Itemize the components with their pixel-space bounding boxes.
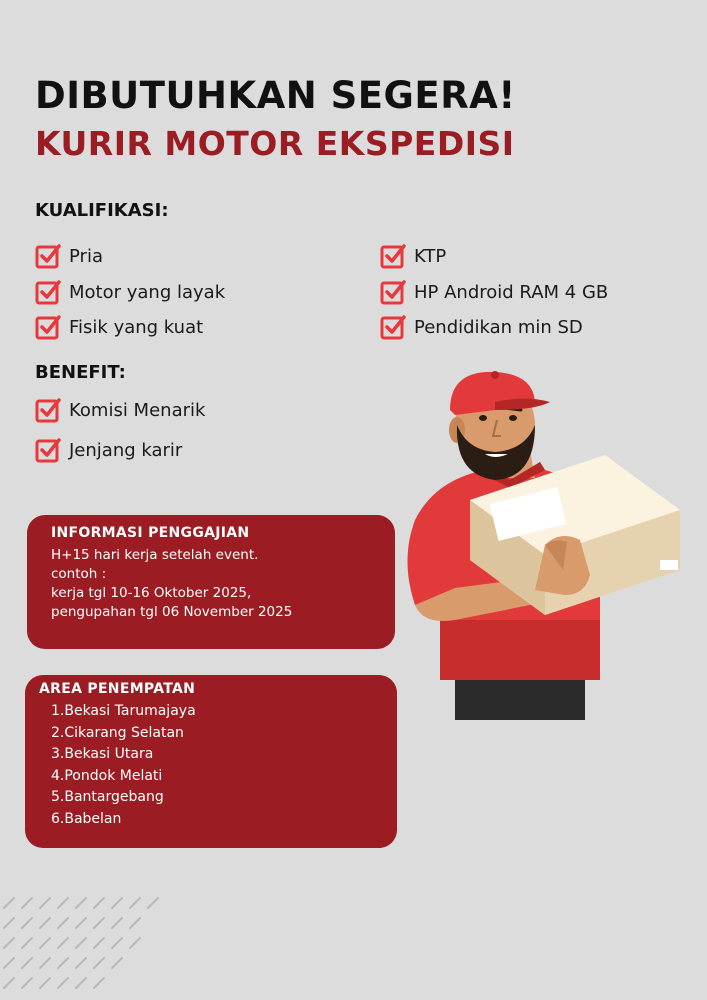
- qualification-label: Motor yang layak: [69, 281, 226, 303]
- checked-box-icon: [380, 314, 406, 340]
- checked-box-icon: [35, 279, 61, 305]
- benefits-heading: BENEFIT:: [35, 362, 126, 383]
- payment-info-line: contoh :: [51, 566, 107, 582]
- qualification-item: [35, 243, 103, 269]
- placement-list-item: 1.Bekasi Tarumajaya: [51, 703, 196, 719]
- qualification-item: [380, 279, 608, 305]
- qualification-label: Pria: [69, 245, 103, 267]
- payment-info-line: H+15 hari kerja setelah event.: [51, 547, 259, 563]
- checked-box-icon: [380, 279, 406, 305]
- qualification-item: [35, 279, 225, 305]
- job-subtitle: KURIR MOTOR EKSPEDISI: [35, 124, 515, 163]
- checked-box-icon: [35, 243, 61, 269]
- courier-holding-box-illustration: [395, 370, 695, 720]
- payment-info-line: pengupahan tgl 06 November 2025: [51, 604, 293, 620]
- qualifications-heading: KUALIFIKASI:: [35, 200, 169, 221]
- placement-list: [39, 701, 383, 830]
- placement-area-box: [25, 675, 397, 848]
- qualification-item: [35, 314, 203, 340]
- checked-box-icon: [35, 314, 61, 340]
- qualification-label: Fisik yang kuat: [69, 316, 204, 338]
- qualification-item: [380, 314, 583, 340]
- checked-box-icon: [380, 243, 406, 269]
- checked-box-icon: [35, 397, 61, 423]
- checked-box-icon: [35, 437, 61, 463]
- placement-list-item: 5.Bantargebang: [51, 789, 164, 805]
- benefit-item: [35, 397, 205, 423]
- decorative-hatch-pattern: [0, 892, 170, 1000]
- page-title: DIBUTUHKAN SEGERA!: [35, 74, 516, 117]
- payment-info-box: [27, 515, 395, 649]
- benefit-item: [35, 437, 182, 463]
- placement-list-item: 4.Pondok Melati: [51, 767, 163, 784]
- payment-info-heading: INFORMASI PENGGAJIAN: [51, 525, 250, 541]
- qualification-label: KTP: [414, 245, 447, 267]
- payment-info-line: kerja tgl 10-16 Oktober 2025,: [51, 585, 252, 601]
- placement-list-item: 6.Babelan: [51, 810, 122, 827]
- placement-heading: AREA PENEMPATAN: [39, 681, 196, 697]
- benefit-label: Komisi Menarik: [69, 399, 206, 421]
- qualification-label: Pendidikan min SD: [414, 316, 583, 338]
- placement-list-item: 2.Cikarang Selatan: [51, 724, 184, 741]
- placement-list-item: 3.Bekasi Utara: [51, 746, 154, 762]
- qualification-label: HP Android RAM 4 GB: [414, 281, 609, 303]
- qualification-item: [380, 243, 446, 269]
- benefit-label: Jenjang karir: [69, 439, 183, 461]
